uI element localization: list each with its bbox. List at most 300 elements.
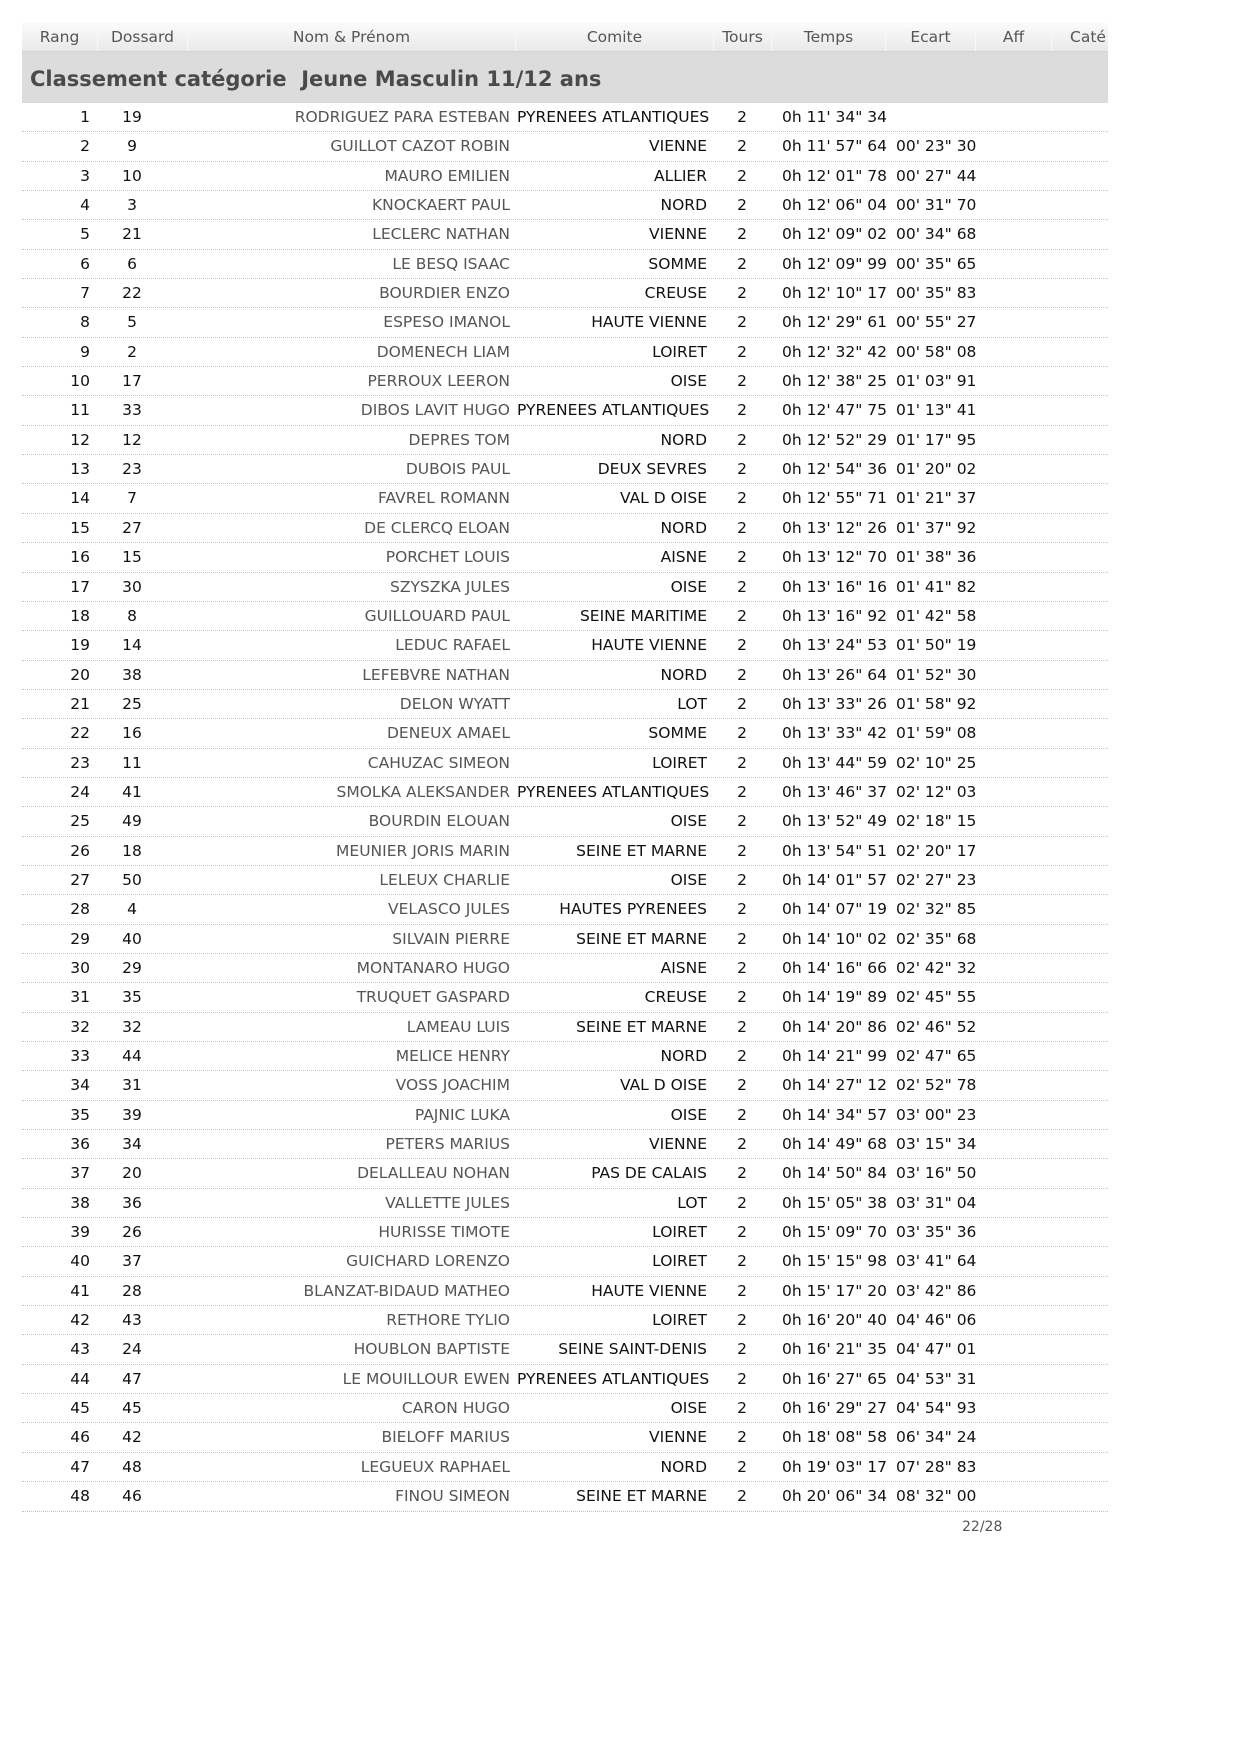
- gap-cell: 03' 42" 86: [896, 1281, 977, 1300]
- gap-cell: 04' 47" 01: [896, 1340, 977, 1359]
- bib-cell: 6: [127, 254, 137, 273]
- laps-cell: 2: [737, 1135, 747, 1154]
- laps-cell: 2: [737, 518, 747, 537]
- bib-cell: 21: [122, 225, 142, 244]
- bib-cell: 48: [122, 1457, 142, 1476]
- time-cell: 0h 14' 07" 19: [782, 900, 888, 919]
- laps-cell: 2: [737, 782, 747, 801]
- time-cell: 0h 13' 16" 16: [782, 577, 888, 596]
- committee-cell: NORD: [660, 665, 707, 684]
- time-cell: 0h 14' 20" 86: [782, 1017, 888, 1036]
- gap-cell: 02' 32" 85: [896, 900, 977, 919]
- rank-cell: 19: [70, 636, 90, 655]
- gap-cell: 02' 27" 23: [896, 870, 977, 889]
- table-row: [22, 837, 1108, 866]
- time-cell: 0h 12' 54" 36: [782, 460, 888, 479]
- name-cell: FINOU SIMEON: [395, 1487, 510, 1506]
- time-cell: 0h 13' 33" 42: [782, 724, 888, 743]
- time-cell: 0h 20' 06" 34: [782, 1487, 888, 1506]
- time-cell: 0h 14' 50" 84: [782, 1164, 888, 1183]
- bib-cell: 19: [122, 108, 142, 126]
- name-cell: DOMENECH LIAM: [376, 342, 510, 361]
- bib-cell: 10: [122, 166, 142, 185]
- committee-cell: SEINE ET MARNE: [576, 1017, 707, 1036]
- rank-cell: 33: [70, 1047, 90, 1065]
- laps-cell: 2: [737, 284, 747, 303]
- name-cell: VOSS JOACHIM: [395, 1076, 510, 1095]
- rank-cell: 31: [70, 988, 90, 1007]
- name-cell: SMOLKA ALEKSANDER: [336, 782, 510, 801]
- laps-cell: 2: [737, 254, 747, 273]
- laps-cell: 2: [737, 606, 747, 625]
- table-row: [22, 866, 1108, 895]
- time-cell: 0h 11' 57" 64: [782, 137, 888, 156]
- committee-cell: HAUTE VIENNE: [591, 1281, 707, 1300]
- col-header-ecart: Ecart: [886, 23, 976, 51]
- committee-cell: SEINE MARITIME: [579, 606, 707, 625]
- laps-cell: 2: [737, 753, 747, 772]
- bib-cell: 2: [127, 342, 137, 361]
- committee-cell: CREUSE: [644, 988, 707, 1007]
- laps-cell: 2: [737, 1252, 747, 1271]
- name-cell: DEPRES TOM: [408, 430, 510, 449]
- bib-cell: 3: [127, 196, 137, 215]
- name-cell: MELICE HENRY: [395, 1047, 510, 1065]
- gap-cell: 00' 58" 08: [896, 342, 977, 361]
- bib-cell: 15: [122, 548, 142, 567]
- table-row: [22, 1071, 1108, 1100]
- rank-cell: 47: [70, 1457, 90, 1476]
- name-cell: PERROUX LEERON: [367, 372, 510, 391]
- time-cell: 0h 15' 09" 70: [782, 1223, 888, 1242]
- section-title: Classement catégorie Jeune Masculin 11/12 ans: [30, 67, 602, 91]
- col-header-nom: Nom & Prénom: [188, 23, 516, 51]
- table-row: [22, 426, 1108, 455]
- bib-cell: 49: [122, 812, 142, 831]
- name-cell: DELALLEAU NOHAN: [357, 1164, 510, 1183]
- laps-cell: 2: [737, 1399, 747, 1418]
- table-row: [22, 1335, 1108, 1364]
- time-cell: 0h 12' 09" 99: [782, 254, 888, 273]
- committee-cell: SOMME: [648, 254, 707, 273]
- name-cell: GUILLOUARD PAUL: [364, 606, 510, 625]
- bib-cell: 32: [122, 1017, 142, 1036]
- table-row: [22, 308, 1108, 337]
- rank-cell: 12: [70, 430, 90, 449]
- time-cell: 0h 16' 27" 65: [782, 1369, 888, 1388]
- gap-cell: 02' 20" 17: [896, 841, 977, 860]
- name-cell: SZYSZKA JULES: [390, 577, 510, 596]
- time-cell: 0h 15' 15" 98: [782, 1252, 888, 1271]
- laps-cell: 2: [737, 225, 747, 244]
- bib-cell: 14: [122, 636, 142, 655]
- table-row: [22, 1159, 1108, 1188]
- time-cell: 0h 14' 19" 89: [782, 988, 888, 1007]
- gap-cell: 03' 41" 64: [896, 1252, 977, 1271]
- table-row: [22, 455, 1108, 484]
- gap-cell: 01' 37" 92: [896, 518, 977, 537]
- committee-cell: SEINE ET MARNE: [576, 929, 707, 948]
- committee-cell: LOIRET: [652, 1252, 707, 1271]
- committee-cell: OISE: [670, 372, 707, 391]
- gap-cell: 03' 00" 23: [896, 1105, 977, 1124]
- gap-cell: 00' 34" 68: [896, 225, 977, 244]
- bib-cell: 44: [122, 1047, 142, 1065]
- gap-cell: 06' 34" 24: [896, 1428, 977, 1447]
- committee-cell: NORD: [660, 518, 707, 537]
- table-row: [22, 250, 1108, 279]
- time-cell: 0h 13' 12" 70: [782, 548, 888, 567]
- committee-cell: VIENNE: [649, 1135, 707, 1154]
- committee-cell: LOIRET: [652, 1311, 707, 1330]
- bib-cell: 27: [122, 518, 142, 537]
- bib-cell: 47: [122, 1369, 142, 1388]
- laps-cell: 2: [737, 1311, 747, 1330]
- committee-cell: VIENNE: [649, 225, 707, 244]
- rank-cell: 44: [70, 1369, 90, 1388]
- name-cell: LE BESQ ISAAC: [392, 254, 510, 273]
- name-cell: CAHUZAC SIMEON: [367, 753, 510, 772]
- laps-cell: 2: [737, 1076, 747, 1095]
- col-header-categorie: Caté: [1052, 23, 1108, 51]
- table-row: [22, 690, 1108, 719]
- name-cell: LAMEAU LUIS: [406, 1017, 510, 1036]
- rank-cell: 45: [70, 1399, 90, 1418]
- table-row: [22, 1277, 1108, 1306]
- rank-cell: 22: [70, 724, 90, 743]
- time-cell: 0h 13' 12" 26: [782, 518, 888, 537]
- table-row: [22, 1365, 1108, 1394]
- bib-cell: 41: [122, 782, 142, 801]
- rank-cell: 32: [70, 1017, 90, 1036]
- table-row: [22, 573, 1108, 602]
- rank-cell: 9: [80, 342, 90, 361]
- gap-cell: 04' 54" 93: [896, 1399, 977, 1418]
- time-cell: 0h 12' 52" 29: [782, 430, 888, 449]
- rank-cell: 5: [80, 225, 90, 244]
- committee-cell: AISNE: [660, 548, 707, 567]
- laps-cell: 2: [737, 548, 747, 567]
- committee-cell: SEINE SAINT-DENIS: [558, 1340, 707, 1359]
- rank-cell: 21: [70, 694, 90, 713]
- committee-cell: VIENNE: [649, 137, 707, 156]
- bib-cell: 23: [122, 460, 142, 479]
- time-cell: 0h 14' 49" 68: [782, 1135, 888, 1154]
- name-cell: HURISSE TIMOTE: [378, 1223, 510, 1242]
- rank-cell: 30: [70, 958, 90, 977]
- bib-cell: 22: [122, 284, 142, 303]
- table-row: [22, 719, 1108, 748]
- committee-cell: SEINE ET MARNE: [576, 841, 707, 860]
- laps-cell: 2: [737, 1369, 747, 1388]
- table-row: [22, 925, 1108, 954]
- rank-cell: 27: [70, 870, 90, 889]
- table-row: [22, 484, 1108, 513]
- name-cell: MAURO EMILIEN: [384, 166, 510, 185]
- name-cell: PORCHET LOUIS: [385, 548, 510, 567]
- laps-cell: 2: [737, 988, 747, 1007]
- gap-cell: 02' 46" 52: [896, 1017, 977, 1036]
- time-cell: 0h 14' 01" 57: [782, 870, 888, 889]
- table-row: [22, 367, 1108, 396]
- laps-cell: 2: [737, 108, 747, 126]
- committee-cell: PYRENEES ATLANTIQUES: [517, 782, 710, 801]
- committee-cell: CREUSE: [644, 284, 707, 303]
- laps-cell: 2: [737, 1340, 747, 1359]
- committee-cell: VAL D OISE: [619, 1076, 707, 1095]
- col-header-temps: Temps: [772, 23, 886, 51]
- time-cell: 0h 13' 33" 26: [782, 694, 888, 713]
- name-cell: CARON HUGO: [401, 1399, 510, 1418]
- time-cell: 0h 16' 21" 35: [782, 1340, 888, 1359]
- rank-cell: 14: [70, 489, 90, 508]
- time-cell: 0h 15' 17" 20: [782, 1281, 888, 1300]
- laps-cell: 2: [737, 870, 747, 889]
- gap-cell: 03' 35" 36: [896, 1223, 977, 1242]
- committee-cell: OISE: [670, 812, 707, 831]
- committee-cell: PYRENEES ATLANTIQUES: [517, 1369, 710, 1388]
- name-cell: DUBOIS PAUL: [405, 460, 510, 479]
- name-cell: BOURDIN ELOUAN: [368, 812, 510, 831]
- laps-cell: 2: [737, 1105, 747, 1124]
- laps-cell: 2: [737, 1457, 747, 1476]
- table-row: [22, 954, 1108, 983]
- name-cell: FAVREL ROMANN: [378, 489, 510, 508]
- bib-cell: 50: [122, 870, 142, 889]
- laps-cell: 2: [737, 430, 747, 449]
- rank-cell: 3: [80, 166, 90, 185]
- committee-cell: PYRENEES ATLANTIQUES: [517, 108, 710, 126]
- gap-cell: 03' 31" 04: [896, 1193, 977, 1212]
- table-row: [22, 1423, 1108, 1452]
- gap-cell: 01' 03" 91: [896, 372, 977, 391]
- name-cell: KNOCKAERT PAUL: [371, 196, 510, 215]
- time-cell: 0h 13' 52" 49: [782, 812, 888, 831]
- rank-cell: 10: [70, 372, 90, 391]
- table-row: [22, 1453, 1108, 1482]
- time-cell: 0h 14' 21" 99: [782, 1047, 888, 1065]
- bib-cell: 26: [122, 1223, 142, 1242]
- bib-cell: 7: [127, 489, 137, 508]
- gap-cell: 07' 28" 83: [896, 1457, 977, 1476]
- time-cell: 0h 12' 10" 17: [782, 284, 888, 303]
- time-cell: 0h 12' 32" 42: [782, 342, 888, 361]
- laps-cell: 2: [737, 694, 747, 713]
- committee-cell: OISE: [670, 870, 707, 889]
- bib-cell: 38: [122, 665, 142, 684]
- laps-cell: 2: [737, 1047, 747, 1065]
- name-cell: LECLERC NATHAN: [372, 225, 510, 244]
- bib-cell: 17: [122, 372, 142, 391]
- gap-cell: 01' 13" 41: [896, 401, 977, 420]
- table-row: [22, 602, 1108, 631]
- time-cell: 0h 13' 54" 51: [782, 841, 888, 860]
- committee-cell: ALLIER: [653, 166, 707, 185]
- category-band: [22, 52, 1108, 103]
- time-cell: 0h 12' 06" 04: [782, 196, 888, 215]
- name-cell: LEGUEUX RAPHAEL: [360, 1457, 510, 1476]
- rank-cell: 36: [70, 1135, 90, 1154]
- bib-cell: 20: [122, 1164, 142, 1183]
- results-table-body: [22, 103, 1108, 1512]
- committee-cell: VAL D OISE: [619, 489, 707, 508]
- name-cell: TRUQUET GASPARD: [356, 988, 510, 1007]
- rank-cell: 8: [80, 313, 90, 332]
- rank-cell: 42: [70, 1311, 90, 1330]
- bib-cell: 37: [122, 1252, 142, 1271]
- committee-cell: DEUX SEVRES: [597, 460, 707, 479]
- table-row: [22, 1042, 1108, 1071]
- laps-cell: 2: [737, 342, 747, 361]
- rank-cell: 2: [80, 137, 90, 156]
- time-cell: 0h 14' 27" 12: [782, 1076, 888, 1095]
- table-row: [22, 338, 1108, 367]
- table-row: [22, 1130, 1108, 1159]
- bib-cell: 43: [122, 1311, 142, 1330]
- time-cell: 0h 14' 16" 66: [782, 958, 888, 977]
- col-header-dossard: Dossard: [98, 23, 188, 51]
- table-row: [22, 983, 1108, 1012]
- bib-cell: 39: [122, 1105, 142, 1124]
- rank-cell: 29: [70, 929, 90, 948]
- table-row: [22, 103, 1108, 132]
- time-cell: 0h 15' 05" 38: [782, 1193, 888, 1212]
- name-cell: SILVAIN PIERRE: [392, 929, 510, 948]
- table-row: [22, 191, 1108, 220]
- laps-cell: 2: [737, 958, 747, 977]
- gap-cell: 02' 42" 32: [896, 958, 977, 977]
- rank-cell: 25: [70, 812, 90, 831]
- gap-cell: 00' 31" 70: [896, 196, 977, 215]
- bib-cell: 8: [127, 606, 137, 625]
- time-cell: 0h 18' 08" 58: [782, 1428, 888, 1447]
- laps-cell: 2: [737, 1164, 747, 1183]
- committee-cell: HAUTE VIENNE: [591, 636, 707, 655]
- time-cell: 0h 13' 16" 92: [782, 606, 888, 625]
- time-cell: 0h 13' 24" 53: [782, 636, 888, 655]
- time-cell: 0h 14' 34" 57: [782, 1105, 888, 1124]
- table-row: [22, 1482, 1108, 1511]
- time-cell: 0h 13' 26" 64: [782, 665, 888, 684]
- laps-cell: 2: [737, 636, 747, 655]
- laps-cell: 2: [737, 724, 747, 743]
- gap-cell: 01' 20" 02: [896, 460, 977, 479]
- rank-cell: 41: [70, 1281, 90, 1300]
- bib-cell: 31: [122, 1076, 142, 1095]
- name-cell: GUILLOT CAZOT ROBIN: [330, 137, 510, 156]
- laps-cell: 2: [737, 812, 747, 831]
- bib-cell: 24: [122, 1340, 142, 1359]
- gap-cell: 02' 45" 55: [896, 988, 977, 1007]
- rank-cell: 4: [80, 196, 90, 215]
- table-row: [22, 162, 1108, 191]
- rank-cell: 7: [80, 284, 90, 303]
- table-row: [22, 132, 1108, 161]
- gap-cell: 00' 55" 27: [896, 313, 977, 332]
- rank-cell: 23: [70, 753, 90, 772]
- bib-cell: 16: [122, 724, 142, 743]
- time-cell: 0h 11' 34" 34: [782, 108, 888, 126]
- time-cell: 0h 12' 29" 61: [782, 313, 888, 332]
- gap-cell: 00' 23" 30: [896, 137, 977, 156]
- rank-cell: 43: [70, 1340, 90, 1359]
- bib-cell: 30: [122, 577, 142, 596]
- rank-cell: 38: [70, 1193, 90, 1212]
- committee-cell: OISE: [670, 577, 707, 596]
- rank-cell: 46: [70, 1428, 90, 1447]
- laps-cell: 2: [737, 1193, 747, 1212]
- laps-cell: 2: [737, 401, 747, 420]
- name-cell: LELEUX CHARLIE: [379, 870, 510, 889]
- col-header-aff: Aff: [976, 23, 1052, 51]
- table-row: [22, 514, 1108, 543]
- laps-cell: 2: [737, 460, 747, 479]
- committee-cell: HAUTES PYRENEES: [559, 900, 707, 919]
- table-row: [22, 1101, 1108, 1130]
- gap-cell: 02' 10" 25: [896, 753, 977, 772]
- bib-cell: 11: [122, 753, 142, 772]
- laps-cell: 2: [737, 841, 747, 860]
- laps-cell: 2: [737, 1223, 747, 1242]
- bib-cell: 46: [122, 1487, 142, 1506]
- name-cell: LEFEBVRE NATHAN: [362, 665, 510, 684]
- name-cell: RODRIGUEZ PARA ESTEBAN: [294, 108, 510, 126]
- gap-cell: 01' 21" 37: [896, 489, 977, 508]
- name-cell: MONTANARO HUGO: [356, 958, 510, 977]
- committee-cell: NORD: [660, 430, 707, 449]
- name-cell: LE MOUILLOUR EWEN: [342, 1369, 510, 1388]
- laps-cell: 2: [737, 577, 747, 596]
- rank-cell: 37: [70, 1164, 90, 1183]
- committee-cell: AISNE: [660, 958, 707, 977]
- name-cell: RETHORE TYLIO: [386, 1311, 510, 1330]
- name-cell: BOURDIER ENZO: [379, 284, 510, 303]
- gap-cell: 03' 16" 50: [896, 1164, 977, 1183]
- bib-cell: 12: [122, 430, 142, 449]
- bib-cell: 34: [122, 1135, 142, 1154]
- time-cell: 0h 12' 09" 02: [782, 225, 888, 244]
- name-cell: LEDUC RAFAEL: [395, 636, 510, 655]
- laps-cell: 2: [737, 137, 747, 156]
- rank-cell: 18: [70, 606, 90, 625]
- committee-cell: PAS DE CALAIS: [591, 1164, 707, 1183]
- table-row: [22, 1218, 1108, 1247]
- bib-cell: 40: [122, 929, 142, 948]
- time-cell: 0h 16' 29" 27: [782, 1399, 888, 1418]
- time-cell: 0h 19' 03" 17: [782, 1457, 888, 1476]
- table-row: [22, 749, 1108, 778]
- name-cell: MEUNIER JORIS MARIN: [336, 841, 510, 860]
- committee-cell: OISE: [670, 1105, 707, 1124]
- laps-cell: 2: [737, 1281, 747, 1300]
- rank-cell: 26: [70, 841, 90, 860]
- committee-cell: SOMME: [648, 724, 707, 743]
- time-cell: 0h 12' 47" 75: [782, 401, 888, 420]
- committee-cell: OISE: [670, 1399, 707, 1418]
- committee-cell: PYRENEES ATLANTIQUES: [517, 401, 710, 420]
- table-row: [22, 895, 1108, 924]
- bib-cell: 5: [127, 313, 137, 332]
- gap-cell: 03' 15" 34: [896, 1135, 977, 1154]
- name-cell: BLANZAT-BIDAUD MATHEO: [303, 1281, 510, 1300]
- committee-cell: NORD: [660, 1457, 707, 1476]
- rank-cell: 16: [70, 548, 90, 567]
- rank-cell: 17: [70, 577, 90, 596]
- gap-cell: 00' 27" 44: [896, 166, 977, 185]
- name-cell: PETERS MARIUS: [385, 1135, 510, 1154]
- name-cell: BIELOFF MARIUS: [381, 1428, 510, 1447]
- gap-cell: 04' 53" 31: [896, 1369, 977, 1388]
